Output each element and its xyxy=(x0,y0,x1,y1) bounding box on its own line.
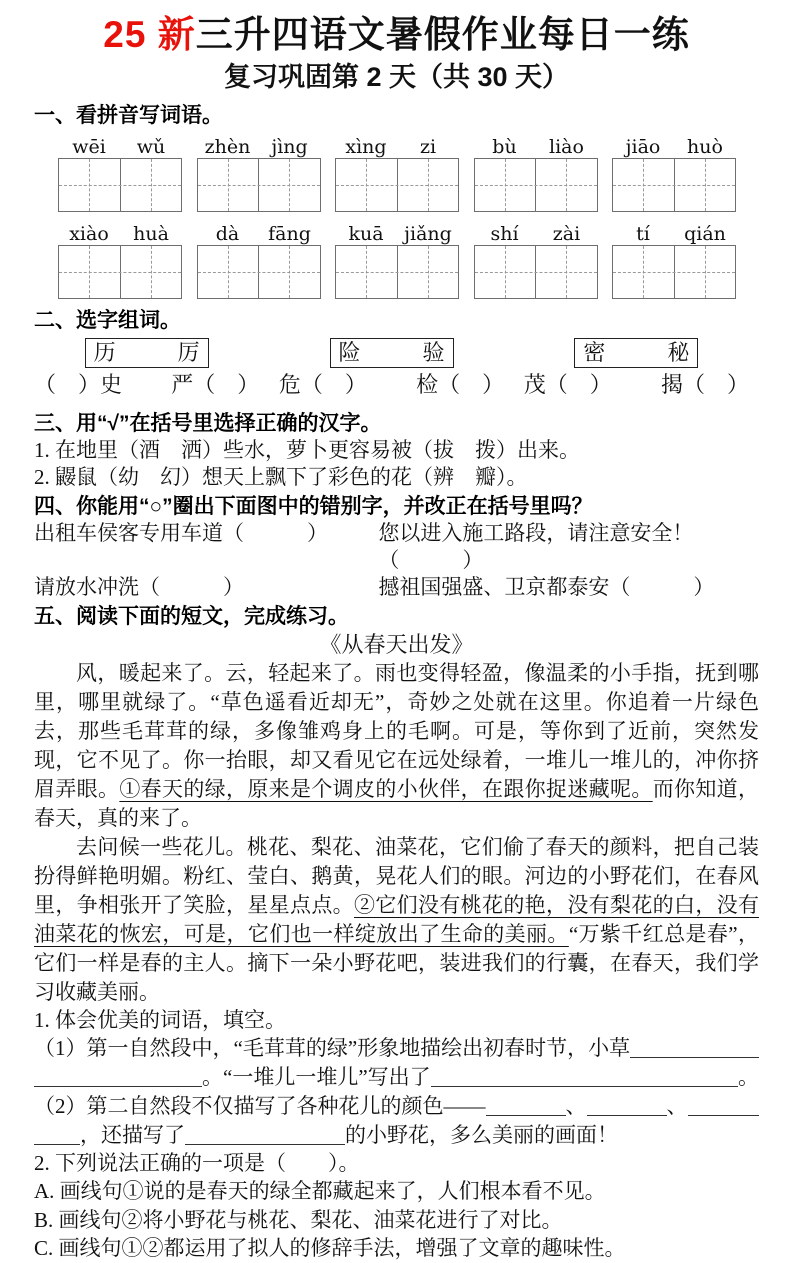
section1-heading: 一、看拼音写词语。 xyxy=(34,104,223,127)
option-c: C. 画线句①②都运用了拟人的修辞手法，增强了文章的趣味性。 xyxy=(34,1236,626,1260)
pinyin-label: bù liào xyxy=(492,136,584,158)
answer-blank xyxy=(185,1144,345,1145)
choose-character-groups xyxy=(34,338,759,400)
section4-heading: 四、你能用“○”圈出下面图中的错别字，并改正在括号里吗？ xyxy=(34,495,593,518)
pinyin-label: kuā jiǎng xyxy=(348,223,452,245)
character-choice-box: 险 验 xyxy=(330,338,454,368)
sign-text: 撼祖国强盛、卫京都泰安（ ） xyxy=(378,575,715,599)
answer-blank xyxy=(486,1115,566,1116)
grid-cell xyxy=(536,159,597,211)
writing-grid-box xyxy=(197,245,321,299)
pinyin-unit xyxy=(335,218,459,299)
character-group xyxy=(279,338,504,400)
grid-cell xyxy=(121,246,182,298)
question-1-2-line2: ，还描写了 的小野花，多么美丽的画面！ xyxy=(34,1121,759,1150)
pinyin-label: jiāo huò xyxy=(625,136,723,158)
character-choice-box: 密 秘 xyxy=(574,338,698,368)
pinyin-unit xyxy=(335,131,459,212)
grid-cell xyxy=(398,159,459,211)
writing-grid-box xyxy=(474,245,598,299)
answer-blank xyxy=(431,1086,738,1087)
passage-paragraph-1: 风，暖起来了。云，轻起来了。雨也变得轻盈，像温柔的小手指，抚到哪里，哪里就绿了。“草色遥看近却无”，奇妙之处就在这里。你追着一片绿色去，那些毛茸茸的绿，多像雏鸡身上的毛啊。可是，等你到了近前，突然发现，它不见了。你一抬眼，却又看见它在远处绿着，一堆儿一堆儿的，冲你挤眉弄眼。①春天的绿，原来是个调皮的小伙伴，在跟你捉迷藏呢。而你知道，春天，真的来了。 xyxy=(34,661,760,830)
option-a: A. 画线句①说的是春天的绿全都藏起来了，人们根本看不见。 xyxy=(34,1179,606,1203)
pinyin-unit xyxy=(612,131,736,212)
underlined-sentence-1: ①春天的绿，原来是个调皮的小伙伴，在跟你捉迷藏呢。 xyxy=(119,777,653,801)
pinyin-unit xyxy=(474,131,598,212)
grid-cell xyxy=(121,159,182,211)
passage-paragraph-2: 去问候一些花儿。桃花、梨花、油菜花，它们偷了春天的颜料，把自己装扮得鲜艳明媚。粉红、莹白、鹅黄，晃花人们的眼。河边的小野花们，在春风里，争相张开了笑脸，星星点点。②它们没有桃花的艳，没有梨花的白，没有油菜花的恢宏，可是，它们也一样绽放出了生命的美丽。“万紫千红总是春”，它们一样是春的主人。摘下一朵小野花吧，装进我们的行囊，在春天，我们学习收藏美丽。 xyxy=(34,835,759,1004)
page-title xyxy=(34,12,759,58)
grid-cell xyxy=(675,159,736,211)
writing-grid-box xyxy=(335,158,459,212)
answer-blank xyxy=(34,1144,80,1145)
grid-cell xyxy=(398,246,459,298)
passage-title: 《从春天出发》 xyxy=(319,632,474,657)
pinyin-unit xyxy=(197,218,321,299)
section3-item-1: 1. 在地里（酒 洒）些水，萝卜更容易被（拔 拨）出来。 xyxy=(34,438,580,462)
pinyin-label: shí zài xyxy=(490,223,581,245)
answer-blank xyxy=(688,1115,760,1116)
character-group xyxy=(34,338,259,400)
writing-grid-box xyxy=(474,158,598,212)
grid-cell xyxy=(259,159,320,211)
question-1-2-line1: （2）第二自然段不仅描写了各种花儿的颜色—— 、 、 xyxy=(34,1092,759,1121)
pinyin-grid-row-1 xyxy=(58,131,736,212)
answer-blank xyxy=(587,1115,667,1116)
grid-cell xyxy=(336,246,398,298)
pinyin-unit xyxy=(612,218,736,299)
answer-blank xyxy=(630,1057,759,1058)
grid-cell xyxy=(259,246,320,298)
grid-cell xyxy=(675,246,736,298)
section4-row-2 xyxy=(34,574,759,601)
grid-cell xyxy=(336,159,398,211)
character-group xyxy=(524,338,749,400)
pinyin-label: zhèn jìng xyxy=(204,136,308,158)
section4-row-1 xyxy=(34,520,759,574)
pinyin-unit xyxy=(58,131,182,212)
writing-grid-box xyxy=(612,245,736,299)
pinyin-unit xyxy=(197,131,321,212)
grid-cell xyxy=(536,246,597,298)
grid-cell xyxy=(59,159,121,211)
word-blanks: 危（ ） 检（ ） xyxy=(278,372,505,397)
grid-cell xyxy=(198,159,260,211)
writing-grid-box xyxy=(58,245,182,299)
sign-text: 您以进入施工路段，请注意安全！（ ） xyxy=(378,521,694,572)
pinyin-grid-row-2 xyxy=(58,218,736,299)
section3-item-2: 2. 鼹鼠（幼 幻）想天上飘下了彩色的花（辨 瓣）。 xyxy=(34,465,528,489)
page-subtitle: 复习巩固第 2 天（共 30 天） xyxy=(223,62,570,92)
answer-blank xyxy=(34,1086,202,1087)
word-blanks: 茂（ ） 揭（ ） xyxy=(523,372,749,397)
writing-grid-box xyxy=(612,158,736,212)
option-b: B. 画线句②将小野花与桃花、梨花、油菜花进行了对比。 xyxy=(34,1207,563,1232)
grid-cell xyxy=(475,159,537,211)
question-1: 1. 体会优美的词语，填空。 xyxy=(34,1008,286,1032)
section3-heading: 三、用“√”在括号里选择正确的汉字。 xyxy=(34,412,382,435)
pinyin-label: tí qián xyxy=(636,223,726,245)
grid-cell xyxy=(59,246,121,298)
pinyin-label: dà fāng xyxy=(215,223,311,245)
sign-text: 出租车侯客专用车道（ ） xyxy=(34,521,328,545)
writing-grid-box xyxy=(58,158,182,212)
grid-cell xyxy=(613,159,675,211)
pinyin-label: xìng zi xyxy=(345,136,437,158)
word-blanks: （ ）史 严（ ） xyxy=(34,372,260,397)
underlined-sentence-2: ②它们没有桃花的艳，没有梨花的白，没有油菜花的恢宏，可是，它们也一样绽放出了生命的美丽。 xyxy=(34,893,759,946)
pinyin-unit xyxy=(58,218,182,299)
question-1-1-line1: （1）第一自然段中，“毛茸茸的绿”形象地描绘出初春时节，小草 xyxy=(34,1034,759,1063)
sign-text: 请放水冲洗（ ） xyxy=(34,575,244,599)
grid-cell xyxy=(198,246,260,298)
section5-heading: 五、阅读下面的短文，完成练习。 xyxy=(34,605,349,628)
grid-cell xyxy=(475,246,537,298)
pinyin-unit xyxy=(474,218,598,299)
pinyin-label: wēi wǔ xyxy=(72,136,166,158)
writing-grid-box xyxy=(197,158,321,212)
pinyin-label: xiào huà xyxy=(69,223,169,245)
question-2: 2. 下列说法正确的一项是（ ）。 xyxy=(34,1151,360,1175)
writing-grid-box xyxy=(335,245,459,299)
title-main: 三升四语文暑假作业每日一练 xyxy=(195,14,690,55)
section2-heading: 二、选字组词。 xyxy=(34,309,181,332)
grid-cell xyxy=(613,246,675,298)
title-highlight: 25 新 xyxy=(103,14,196,55)
question-1-1-line2: 。“一堆儿一堆儿”写出了 。 xyxy=(34,1063,759,1092)
character-choice-box: 历 厉 xyxy=(85,338,209,368)
